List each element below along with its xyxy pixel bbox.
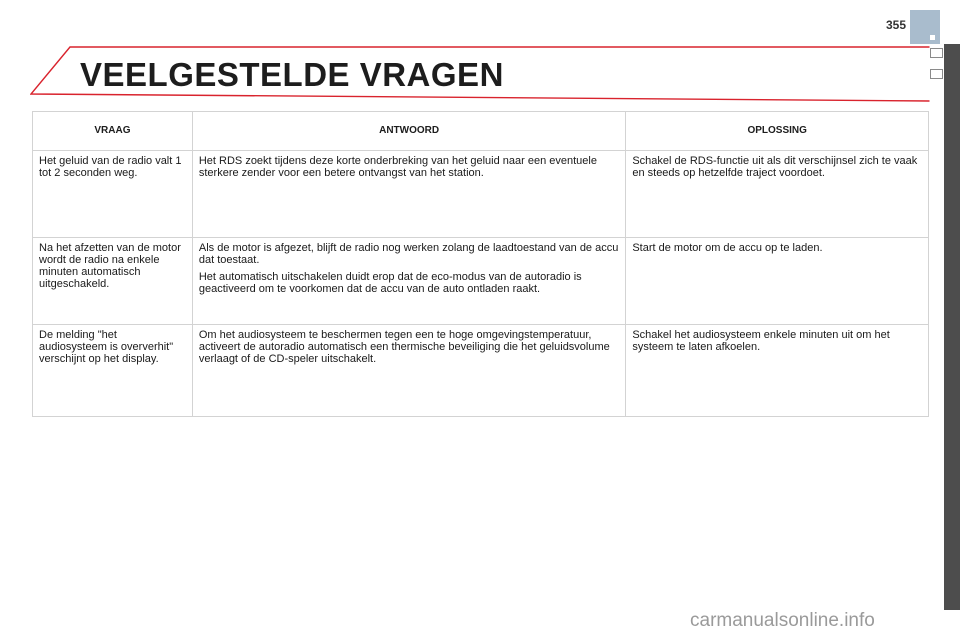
- chapter-tab: [910, 10, 940, 44]
- question-cell: Het geluid van de radio valt 1 tot 2 seconden weg.: [33, 151, 193, 238]
- column-header-vraag: VRAAG: [33, 112, 193, 151]
- solution-cell: Schakel de RDS-functie uit als dit verschijnsel zich te vaak en steeds op hetzelfde traject voordoet.: [626, 151, 929, 238]
- answer-text: Als de motor is afgezet, blijft de radio nog werken zolang de laadtoestand van de accu dat toestaat.: [198, 242, 619, 266]
- page-number: 355: [885, 18, 906, 32]
- watermark: carmanualsonline.info: [690, 610, 875, 631]
- answer-text: Het automatisch uitschakelen duidt erop dat de eco-modus van de autoradio is geactiveerd om te voorkomen dat de accu van de auto ontladen raakt.: [198, 271, 582, 295]
- solution-cell: Start de motor om de accu op te laden.: [626, 238, 929, 325]
- solution-cell: Schakel het audiosysteem enkele minuten uit om het systeem te laten afkoelen.: [626, 325, 929, 417]
- column-header-antwoord: ANTWOORD: [192, 112, 625, 151]
- page-title: VEELGESTELDE VRAGEN: [80, 56, 504, 93]
- title-frame: [30, 46, 930, 102]
- answer-cell: [192, 238, 625, 325]
- faq-table: [32, 111, 929, 417]
- answer-text: Het RDS zoekt tijdens deze korte onderbreking van het geluid naar een eventuele sterkere zender voor een betere ontvangst van het station.: [198, 155, 597, 179]
- checkbox-outline-icon: [930, 69, 943, 79]
- table-header-row: [33, 112, 929, 151]
- question-cell: De melding "het audiosysteem is oververhit" verschijnt op het display.: [33, 325, 193, 417]
- table-row: [33, 151, 929, 238]
- table-row: [33, 325, 929, 417]
- answer-cell: [192, 325, 625, 417]
- answer-text: Om het audiosysteem te beschermen tegen een te hoge omgevingstemperatuur, activeert de autoradio automatisch een thermische beveiliging die het geluidsvolume verlaagt of de CD-speler uitschakelt.: [198, 329, 610, 365]
- tab-marker-icon: [930, 35, 935, 40]
- question-cell: Na het afzetten van de motor wordt de radio na enkele minuten automatisch uitgeschakeld.: [33, 238, 193, 325]
- answer-cell: [192, 151, 625, 238]
- checkbox-outline-icon: [930, 48, 943, 58]
- column-header-oplossing: OPLOSSING: [626, 112, 929, 151]
- table-row: [33, 238, 929, 325]
- side-bar: [944, 44, 960, 610]
